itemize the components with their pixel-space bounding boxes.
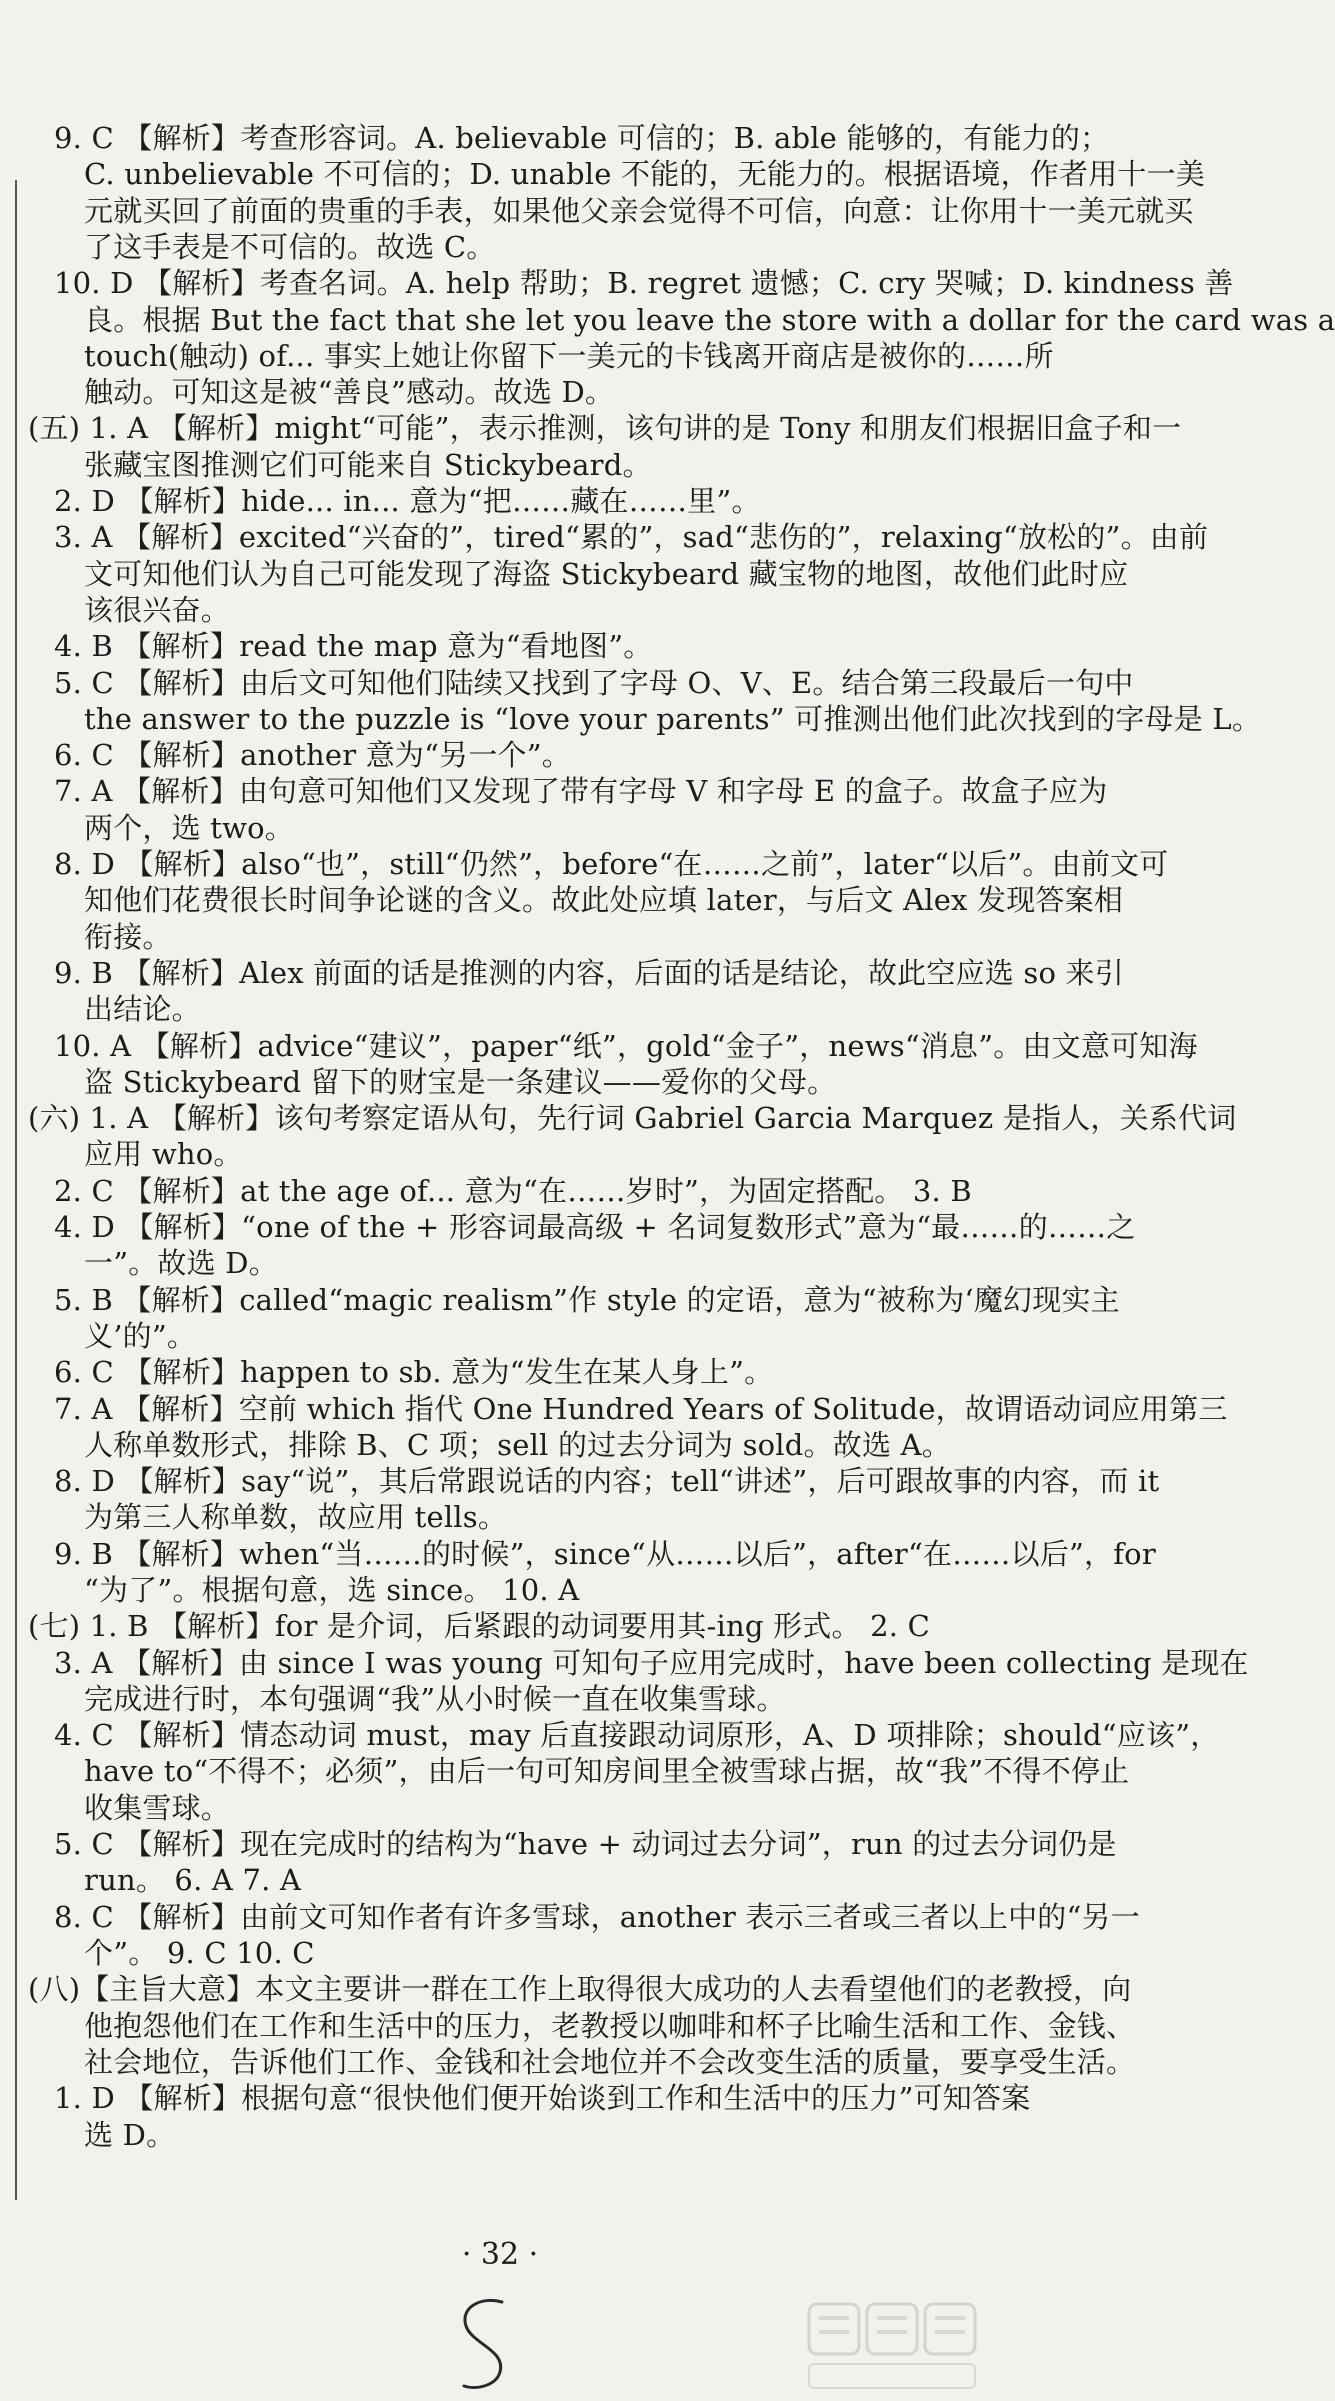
answer-line: 一”。故选 D。 — [84, 1246, 278, 1280]
answer-line: (六) 1. A 【解析】该句考察定语从句，先行词 Gabriel Garcia Marquez 是指人，关系代词 — [28, 1101, 1237, 1135]
watermark-logo-icon — [805, 2298, 995, 2398]
answer-line: 6. C 【解析】happen to sb. 意为“发生在某人身上”。 — [54, 1355, 774, 1389]
answer-line: 他抱怨他们在工作和生活中的压力，老教授以咖啡和杯子比喻生活和工作、金钱、 — [84, 2009, 1136, 2043]
answer-line: 社会地位，告诉他们工作、金钱和社会地位并不会改变生活的质量，要享受生活。 — [84, 2045, 1136, 2079]
pen-mark-icon — [440, 2290, 530, 2400]
answer-line: 7. A 【解析】由句意可知他们又发现了带有字母 V 和字母 E 的盒子。故盒子应为 — [54, 774, 1108, 808]
answer-line: have to“不得不；必须”，由后一句可知房间里全被雪球占据，故“我”不得不停止 — [84, 1754, 1130, 1788]
answer-line: 良。根据 But the fact that she let you leave the store with a dollar for the card was a — [84, 303, 1335, 337]
answer-line: 选 D。 — [84, 2118, 176, 2152]
answer-line: 10. D 【解析】考查名词。A. help 帮助；B. regret 遗憾；C. cry 哭喊；D. kindness 善 — [54, 266, 1234, 300]
answer-line: 9. B 【解析】when“当……的时候”，since“从……以后”，after“在……以后”，for — [54, 1537, 1156, 1571]
answer-line: 4. C 【解析】情态动词 must，may 后直接跟动词原形，A、D 项排除；should“应该”， — [54, 1718, 1220, 1752]
answer-line: 3. A 【解析】excited“兴奋的”，tired“累的”，sad“悲伤的”，relaxing“放松的”。由前 — [54, 520, 1209, 554]
answer-line: 2. C 【解析】at the age of... 意为“在……岁时”，为固定搭配。 3. B — [54, 1174, 972, 1208]
answer-line: 两个，选 two。 — [84, 811, 294, 845]
answer-line: 4. D 【解析】“one of the + 形容词最高级 + 名词复数形式”意为“最……的……之 — [54, 1210, 1136, 1244]
answer-line: 了这手表是不可信的。故选 C。 — [84, 230, 496, 264]
answer-line: C. unbelievable 不可信的；D. unable 不能的，无能力的。根据语境，作者用十一美 — [84, 157, 1205, 191]
answer-line: 10. A 【解析】advice“建议”，paper“纸”，gold“金子”，news“消息”。由文意可知海 — [54, 1029, 1198, 1063]
answer-line: 文可知他们认为自己可能发现了海盗 Stickybeard 藏宝物的地图，故他们此时应 — [84, 557, 1129, 591]
answer-line: “为了”。根据句意，选 since。 10. A — [84, 1573, 580, 1607]
answer-line: 7. A 【解析】空前 which 指代 One Hundred Years of Solitude，故谓语动词应用第三 — [54, 1392, 1228, 1426]
answer-line: 该很兴奋。 — [84, 593, 231, 627]
answer-line: 8. D 【解析】also“也”，still“仍然”，before“在……之前”，later“以后”。由前文可 — [54, 847, 1169, 881]
answer-line: 知他们花费很长时间争论谜的含义。故此处应填 later，与后文 Alex 发现答案相 — [84, 883, 1124, 917]
answer-line: the answer to the puzzle is “love your parents” 可推测出他们此次找到的字母是 L。 — [84, 702, 1262, 736]
answer-line: 个”。 9. C 10. C — [84, 1936, 315, 1970]
answer-line: (七) 1. B 【解析】for 是介词，后紧跟的动词要用其-ing 形式。 2. C — [28, 1609, 930, 1643]
answer-line: 元就买回了前面的贵重的手表，如果他父亲会觉得不可信，向意：让你用十一美元就买 — [84, 194, 1194, 228]
answer-line: 收集雪球。 — [84, 1791, 231, 1825]
answer-line: 出结论。 — [84, 992, 201, 1026]
answer-line: 人称单数形式，排除 B、C 项；sell 的过去分词为 sold。故选 A。 — [84, 1428, 951, 1462]
answer-line: 盗 Stickybeard 留下的财宝是一条建议——爱你的父母。 — [84, 1065, 837, 1099]
answer-line: 8. C 【解析】由前文可知作者有许多雪球，another 表示三者或三者以上中的“另一 — [54, 1900, 1140, 1934]
answer-line: 5. C 【解析】由后文可知他们陆续又找到了字母 O、V、E。结合第三段最后一句中 — [54, 666, 1134, 700]
answer-line: (八)【主旨大意】本文主要讲一群在工作上取得很大成功的人去看望他们的老教授，向 — [28, 1972, 1132, 2006]
answer-line: 8. D 【解析】say“说”，其后常跟说话的内容；tell“讲述”，后可跟故事的内容，而 it — [54, 1464, 1160, 1498]
answer-line: 义’的”。 — [84, 1319, 197, 1353]
answer-line: (五) 1. A 【解析】might“可能”，表示推测，该句讲的是 Tony 和朋友们根据旧盒子和一 — [28, 411, 1182, 445]
answer-line: 5. C 【解析】现在完成时的结构为“have + 动词过去分词”，run 的过去分词仍是 — [54, 1827, 1117, 1861]
answer-line: 张藏宝图推测它们可能来自 Stickybeard。 — [84, 448, 652, 482]
answer-line: 1. D 【解析】根据句意“很快他们便开始谈到工作和生活中的压力”可知答案 — [54, 2081, 1031, 2115]
answer-line: touch(触动) of... 事实上她让你留下一美元的卡钱离开商店是被你的……所 — [84, 339, 1054, 373]
answer-line: 3. A 【解析】由 since I was young 可知句子应用完成时，have been collecting 是现在 — [54, 1646, 1249, 1680]
answer-line: 为第三人称单数，故应用 tells。 — [84, 1500, 508, 1534]
answer-line: 9. C 【解析】考查形容词。A. believable 可信的；B. able 能够的，有能力的； — [54, 121, 1110, 155]
answer-line: 6. C 【解析】another 意为“另一个”。 — [54, 738, 571, 772]
margin-rule — [15, 180, 17, 2200]
answer-line: 9. B 【解析】Alex 前面的话是推测的内容，后面的话是结论，故此空应选 so 来引 — [54, 956, 1124, 990]
answer-line: 衔接。 — [84, 920, 172, 954]
answer-line: 2. D 【解析】hide... in... 意为“把……藏在……里”。 — [54, 484, 761, 518]
answer-line: 4. B 【解析】read the map 意为“看地图”。 — [54, 629, 653, 663]
answer-line: 完成进行时，本句强调“我”从小时候一直在收集雪球。 — [84, 1682, 786, 1716]
answer-line: 应用 who。 — [84, 1137, 243, 1171]
answer-line: run。 6. A 7. A — [84, 1863, 302, 1897]
answer-line: 5. B 【解析】called“magic realism”作 style 的定语，意为“被称为‘魔幻现实主 — [54, 1283, 1120, 1317]
answer-line: 触动。可知这是被“善良”感动。故选 D。 — [84, 375, 615, 409]
page-number: · 32 · — [461, 2237, 539, 2272]
